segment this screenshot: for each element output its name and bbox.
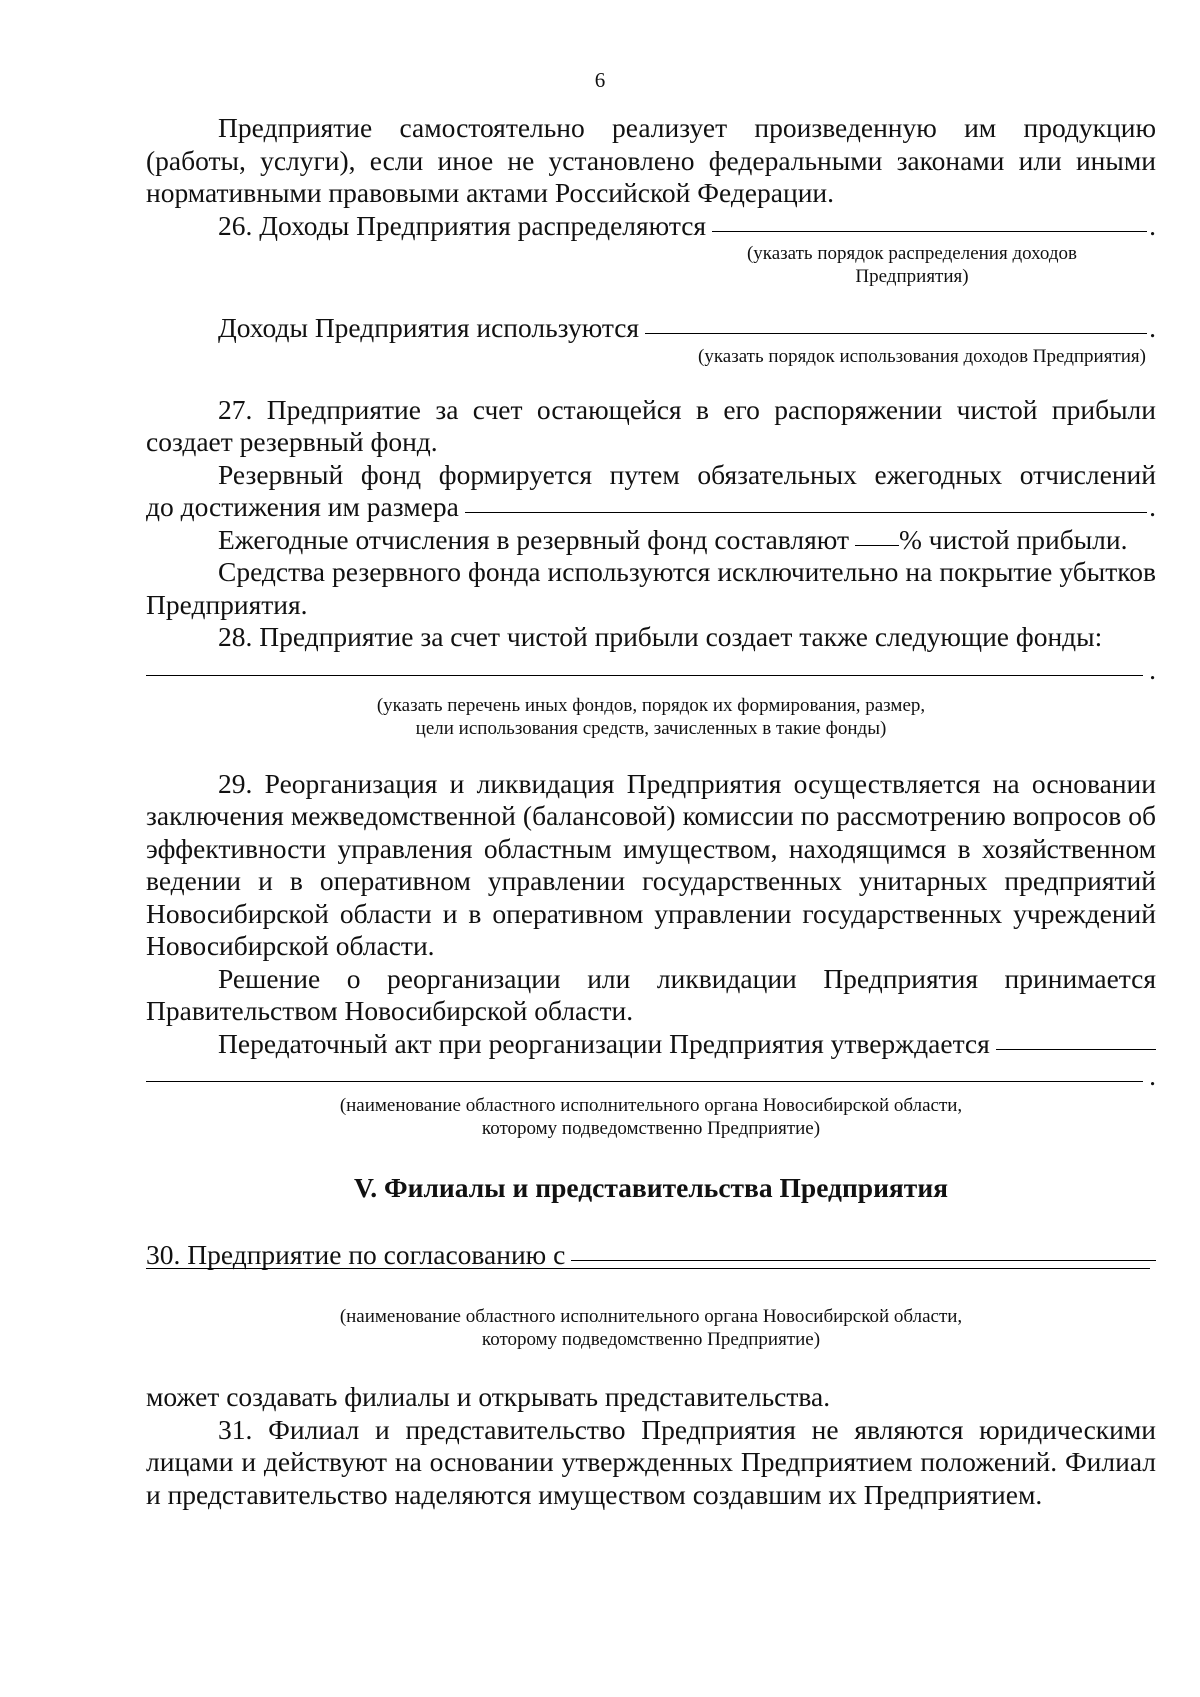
clause-29c-blank-b xyxy=(146,1081,1143,1082)
clause-26b-blank xyxy=(645,333,1147,334)
clause-27b-text: до достижения им размера xyxy=(146,491,459,522)
clause-30b: может создавать филиалы и открывать представительства. xyxy=(146,1381,831,1412)
clause-26-text: 26. Доходы Предприятия распределяются xyxy=(218,209,707,241)
clause-27c-line xyxy=(146,524,1156,557)
clause-27b-blank xyxy=(465,512,1147,513)
clause-29c-dot: . xyxy=(1149,1060,1156,1091)
clause-28-blank xyxy=(146,675,1143,676)
clause-29c-line xyxy=(146,1028,1156,1061)
clause-28-hint-line1: (указать перечень иных фондов, порядок их формирования, размер, xyxy=(376,694,926,716)
clause-30-hint-line2: которому подведомственно Предприятие) xyxy=(481,1329,821,1350)
clause-30-blank-line xyxy=(146,1271,1156,1305)
clause-30-hint-line1: (наименование областного исполнительного органа Новосибирской области, xyxy=(339,1306,963,1327)
clause-30-text: 30. Предприятие по согласованию с xyxy=(146,1238,566,1270)
clause-30-hint xyxy=(146,1305,1156,1351)
clause-30-blank-b xyxy=(146,1268,1150,1269)
clause-28-hint-line2: цели использования средств, зачисленных в такие фонды) xyxy=(415,717,887,739)
clause-26b-text: Доходы Предприятия используются xyxy=(218,312,640,343)
clause-27c-text: Ежегодные отчисления в резервный фонд составляют xyxy=(218,523,849,555)
clause-26-blank xyxy=(712,231,1147,232)
clause-29c-hint-line1: (наименование областного исполнительного органа Новосибирской области, xyxy=(339,1095,963,1116)
clause-26-line xyxy=(146,210,1156,243)
clause-28-blank-line xyxy=(146,654,1156,694)
clause-27b-line1: Резервный фонд формируется путем обязательных ежегодных отчислений xyxy=(218,458,1156,490)
clause-29c-blank-a xyxy=(996,1049,1156,1050)
clause-26-hint xyxy=(712,242,1112,288)
clause-26-hint-line1: (указать порядок распределения доходов xyxy=(746,243,1078,264)
clause-26b-dot: . xyxy=(1149,312,1156,343)
section-title: V. Филиалы и представительства Предприятия xyxy=(353,1172,949,1203)
clause-29c-hint-line2: которому подведомственно Предприятие) xyxy=(481,1118,821,1139)
clause-29b: Решение о реорганизации или ликвидации Предприятия принимается Правительством Новосибирской области. xyxy=(146,962,1156,1026)
clause-28: 28. Предприятие за счет чистой прибыли создает также следующие фонды: xyxy=(218,621,1103,652)
clause-27c-percent-blank xyxy=(855,545,899,546)
clause-29c-hint xyxy=(146,1094,1156,1140)
clause-31: 31. Филиал и представительство Предприятия не являются юридическими лицами и действуют на основании утвержденных Предприятием положений. Филиал и представительство наделяются имуществом создавшим их Предприятием. xyxy=(146,1413,1156,1510)
clause-26-hint-line2: Предприятия) xyxy=(855,266,969,287)
clause-30-line xyxy=(146,1239,1156,1272)
clause-27b-dot: . xyxy=(1149,491,1156,522)
clause-28-dot: . xyxy=(1149,653,1156,685)
paragraph-sales: Предприятие самостоятельно реализует произведенную им продукцию (работы, услуги), если иное не установлено федеральными законами или иными нормативными правовыми актами Российской Федерации. xyxy=(146,112,1156,208)
clause-27c-suffix: % чистой прибыли. xyxy=(899,523,1128,555)
clause-26b-hint: (указать порядок использования доходов Предприятия) xyxy=(698,345,1146,367)
clause-26-dot: . xyxy=(1149,209,1156,241)
clause-28-hint xyxy=(146,694,1156,740)
document-body xyxy=(146,112,1156,1511)
page-number: 6 xyxy=(594,68,606,92)
clause-30-blank-a xyxy=(571,1260,1156,1261)
clause-27b-line2 xyxy=(146,491,1156,524)
clause-27: 27. Предприятие за счет остающейся в его распоряжении чистой прибыли создает резервный фонд. xyxy=(146,393,1156,457)
clause-29: 29. Реорганизация и ликвидация Предприятия осуществляется на основании заключения межведомственной (балансовой) комиссии по рассмотрению вопросов об эффективности управления областным имуществом, находящимся в хозяйственном ведении и в оперативном управлении государственных унитарных предприятий Новосибирской области и в оперативном управлении государственных учреждений Новосибирской области. xyxy=(146,767,1156,961)
clause-27d: Средства резервного фонда используются исключительно на покрытие убытков Предприятия. xyxy=(146,556,1156,620)
clause-29c-blank-line xyxy=(146,1060,1156,1094)
clause-26b-line xyxy=(146,312,1156,345)
clause-29c-text: Передаточный акт при реорганизации Предприятия утверждается xyxy=(218,1027,990,1059)
